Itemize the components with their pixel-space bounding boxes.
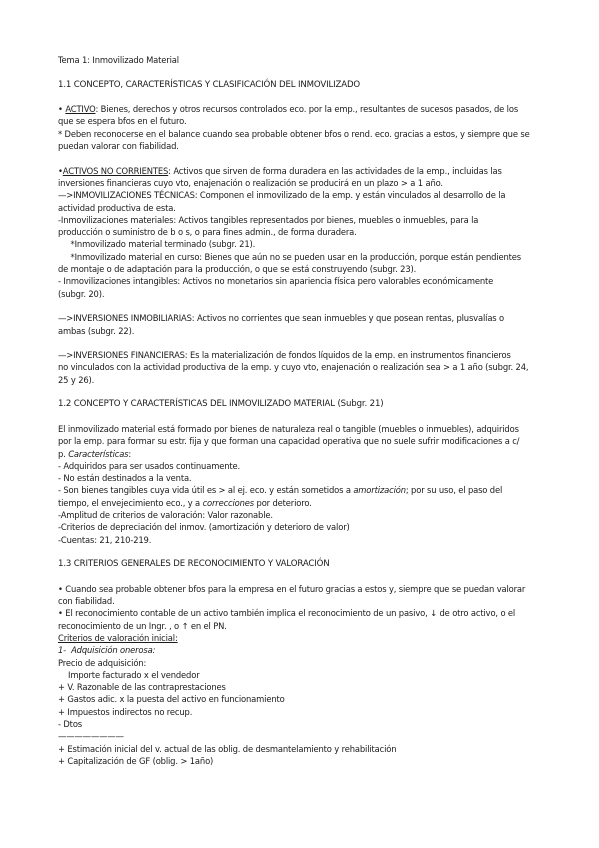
- anc-term: ACTIVOS NO CORRIENTES: [62, 165, 169, 176]
- text-line: tiempo, el envejecimiento eco., y a correcciones por deterioro.: [58, 497, 312, 508]
- text-line: puedan valorar con fiabilidad.: [58, 141, 179, 152]
- text-line: * Deben reconocerse en el balance cuando sea probable obtener bfos o rend. eco. gracias a estos, y siempre que se: [58, 128, 530, 139]
- activo-term: ACTIVO: [65, 104, 96, 115]
- text-line: con fiabilidad.: [58, 596, 115, 607]
- italic-term: correcciones: [202, 497, 255, 508]
- document-title: Tema 1: Inmovilizado Material: [58, 55, 179, 65]
- italic-term: amortización: [353, 485, 406, 496]
- arrow-up-icon: ↑: [181, 620, 189, 631]
- text-line: por la emp. para formar su estr. fija y que forman una capacidad operativa que no suele sufrir modificaciones a c/: [58, 436, 520, 447]
- text-line: 25 y 26).: [58, 374, 95, 385]
- formula-line: + Gastos adic. x la puesta del activo en funcionamiento: [58, 694, 285, 705]
- list-item: -Cuentas: 21, 210-219.: [58, 534, 152, 545]
- text-line: - Inmovilizaciones intangibles: Activos no monetarios sin apariencia física pero valorables económicamente: [58, 276, 494, 287]
- arrow-down-icon: ↓: [430, 608, 437, 619]
- section-1-1-heading: 1.1 CONCEPTO, CARACTERÍSTICAS Y CLASIFICACIÓN DEL INMOVILIZADO: [58, 79, 361, 90]
- text-line: *Inmovilizado material en curso: Bienes que aún no se pueden usar en la producción, porque están pendientes: [58, 251, 521, 262]
- list-item: - No están destinados a la venta.: [58, 473, 192, 484]
- text-line: no vinculados con la actividad productiva de la emp. y cuyo vto, enajenación o realización sea > a 1 año (subgr. 24,: [58, 362, 529, 373]
- text-line: El inmovilizado material está formado por bienes de naturaleza real o tangible (muebles o inmuebles), adquiridos: [58, 423, 519, 434]
- text-line: —>INVERSIONES FINANCIERAS: Es la materialización de fondos líquidos de la emp. en instrumentos financieros: [58, 350, 511, 361]
- text-line: reconocimiento de un Ingr. , o ↑ en el PN.: [58, 620, 227, 631]
- text-line: (subgr. 20).: [58, 288, 105, 299]
- text-line: p. Características:: [58, 448, 132, 459]
- list-item: - Adquiridos para ser usados continuamente.: [58, 460, 241, 471]
- text-line: • Cuando sea probable obtener bfos para la empresa en el futuro gracias a estos y, siempre que se puedan valorar: [58, 583, 526, 594]
- text-line: —>INVERSIONES INMOBILIARIAS: Activos no corrientes que sean inmuebles y que posean rentas, plusvalías o: [58, 313, 505, 324]
- list-item: - Son bienes tangibles cuya vida útil es > al ej. eco. y están sometidos a amortización; por su uso, el paso del: [58, 485, 503, 496]
- text-line: Precio de adquisición:: [58, 657, 147, 668]
- text-line: *Inmovilizado material terminado (subgr. 21).: [58, 239, 256, 250]
- text-line: actividad productiva de esta.: [58, 202, 176, 213]
- formula-line: + Impuestos indirectos no recup.: [58, 706, 193, 717]
- formula-line: + Capitalización de GF (oblig. > 1año): [58, 755, 214, 766]
- section-1-2-heading: 1.2 CONCEPTO Y CARACTERÍSTICAS DEL INMOVILIZADO MATERIAL (Subgr. 21): [58, 399, 384, 410]
- separator-line: ————————: [58, 731, 124, 742]
- formula-line: Importe facturado x el vendedor: [58, 669, 200, 680]
- section-1-3-heading: 1.3 CRITERIOS GENERALES DE RECONOCIMIENTO Y VALORACIÓN: [58, 559, 330, 570]
- list-item: -Criterios de depreciación del inmov. (amortización y deterioro de valor): [58, 522, 350, 533]
- text-line: inversiones financieras cuyo vto, enajenación o realización se producirá en un plazo > a 1 año.: [58, 177, 443, 188]
- text-line: —>INMOVILIZACIONES TÉCNICAS: Componen el inmovilizado de la emp. y están vinculados al desarrollo de la: [58, 190, 506, 201]
- list-item: -Amplitud de criterios de valoración: Valor razonable.: [58, 509, 273, 520]
- italic-term: Características: [68, 448, 129, 459]
- formula-line: + Estimación inicial del v. actual de las oblig. de desmantelamiento y rehabilitación: [58, 743, 397, 754]
- text-line: producción o suministro de b o s, o para fines admin., de forma duradera.: [58, 227, 357, 238]
- criterios-heading: Criterios de valoración inicial:: [58, 632, 178, 643]
- text-line: • El reconocimiento contable de un activo también implica el reconocimiento de un pasivo, ↓ de otro activo, o el: [58, 608, 516, 619]
- activo-paragraph: • ACTIVO: Bienes, derechos y otros recursos controlados eco. por la emp., resultantes de sucesos pasados, de los: [58, 104, 519, 115]
- formula-line: - Dtos: [58, 719, 83, 730]
- formula-line: + V. Razonable de las contraprestaciones: [58, 682, 226, 693]
- text-line: de montaje o de adaptación para la producción, o que se está construyendo (subgr. 23).: [58, 264, 417, 275]
- text-line: ambas (subgr. 22).: [58, 325, 135, 336]
- adquisicion-heading: 1- Adquisición onerosa:: [58, 645, 156, 656]
- anc-paragraph: •ACTIVOS NO CORRIENTES: Activos que sirven de forma duradera en las actividades de la emp., incluidas las: [58, 165, 502, 176]
- text-line: que se espera bfos en el futuro.: [58, 116, 187, 127]
- document-page: [58, 54, 552, 767]
- text-line: -Inmovilizaciones materiales: Activos tangibles representados por bienes, muebles o inmuebles, para la: [58, 214, 479, 225]
